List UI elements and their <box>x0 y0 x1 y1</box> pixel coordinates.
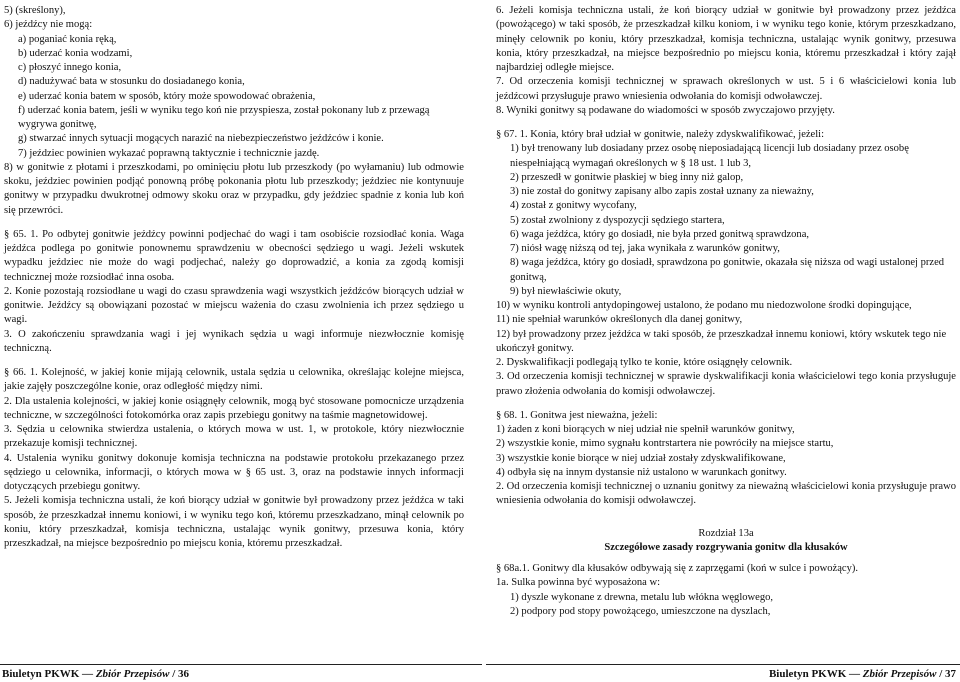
list-item: 12) był prowadzony przez jeźdźca w taki sposób, że przeszkadzał innemu koniowi, który wskutek tego nie ukończył gonitwy. <box>496 328 947 354</box>
chapter-number: Rozdział 13a <box>698 527 754 539</box>
footer-italic: Zbiór Przepisów <box>862 668 937 680</box>
list-item: 3) nie został do gonitwy zapisany albo zapis został uznany za nieważny, <box>510 186 814 197</box>
list-item: 2) wszystkie konie, mimo sygnału kontrstartera nie powróciły na miejsce startu, <box>496 438 834 450</box>
footer-italic: Zbiór Przepisów <box>95 668 170 680</box>
list-item: e) uderzać konia batem w sposób, który może spowodować obrażenia, <box>18 90 316 102</box>
paragraph-68a-1a: 1a. Sulka powinna być wyposażona w: <box>496 577 661 589</box>
page-footer-left <box>0 664 482 680</box>
paragraph-67-1: § 67. 1. Konia, który brał udział w gonitwie, należy zdyskwalifikować, jeżeli: <box>496 129 825 140</box>
paragraph-68-2: 2. Od orzeczenia komisji technicznej o uznaniu gonitwy za nieważną właścicielowi konia przysługuje prawo wniesienia odwołania do komisji odwoławczej. <box>496 481 956 507</box>
paragraph-66-2: 2. Dla ustalenia kolejności, w jakiej konie osiągnęły celownik, mogą być stosowane pomocnicze urządzenia techniczne, w szczególności fotokomórka oraz zapis przebiegu gonitwy na taśmie magnetowidowej. <box>4 395 464 421</box>
chapter-title: Szczegółowe zasady rozgrywania gonitw dla kłusaków <box>604 541 848 553</box>
list-item: 2) przeszedł w gonitwie płaskiej w bieg inny niż galop, <box>510 171 744 183</box>
list-item: f) uderzać konia batem, jeśli w wyniku tego koń nie przyspiesza, został pokonany lub z przewagą wygrywa gonitwę, <box>18 104 430 130</box>
right-column <box>496 4 956 619</box>
list-item: 1) żaden z koni biorących w niej udział nie spełnił warunków gonitwy, <box>496 424 795 435</box>
paragraph-65-1: § 65. 1. Po odbytej gonitwie jeźdźcy powinni podjechać do wagi i tam osobiście rozsiodłać konia. Waga jeźdźca podlega po gonitwie ponownemu sprawdzeniu w obecności sędziego u wagi. Jeżeli wskutek wypadku jeździec nie może do wagi podjechać, należy go doprowadzić, a konia za zgodą komisji technicznej może rozsiodłać inna osoba. <box>4 228 464 283</box>
paragraph-66-3: 3. Sędzia u celownika stwierdza ustalenia, o których mowa w ust. 1, w protokole, który niezwłocznie przekazuje komisji technicznej. <box>4 424 464 450</box>
list-item: 8) w gonitwie z płotami i przeszkodami, po ominięciu płotu lub przeszkody (po wyłamaniu) lub odmowie skoku, jeździec powinien podjąć ponowną próbę pokonania płotu lub przeszkody; jeździec nie kontynuuje gonitwy w przypadku dwukrotnej odmowy skoku oraz w przypadku, gdy jeździec spadnie z konia lub koń się przewróci. <box>4 161 464 216</box>
list-item: c) płoszyć innego konia, <box>18 62 122 73</box>
list-item: 9) był niewłaściwie okuty, <box>510 285 622 297</box>
paragraph-67-3: 3. Od orzeczenia komisji technicznej w sprawie dyskwalifikacji konia właścicielowi tego konia przysługuje prawo złożenia odwołania do komisji odwoławczej. <box>496 371 956 397</box>
paragraph-66-5: 5. Jeżeli komisja techniczna ustali, że koń biorący udział w gonitwie był prowadzony przez jeźdźca w taki sposób, że przeszkadzał innemu koniowi, i w wyniku tego koń, któremu przeszkadzano, minął celownik po koniu, który przeszkadzał, komisja techniczna, ustalając wynik gonitwy, przesuwa konia, który przeszkadzał, na miejsce bezpośrednio po miejscu konia, któremu przeszkadzał. <box>4 495 464 549</box>
paragraph-66-7: 7. Od orzeczenia komisji technicznej w sprawach określonych w ust. 5 i 6 właścicielowi konia lub jeźdźcowi przysługuje prawo wniesienia odwołania do komisji odwoławczej. <box>496 76 956 102</box>
list-item: 7) jeździec powinien wykazać poprawną taktycznie i technicznie jazdę. <box>18 147 320 159</box>
list-item: 2) podpory pod stopy powożącego, umieszczone na dyszlach, <box>510 605 771 617</box>
list-item: 4) został z gonitwy wycofany, <box>510 200 637 212</box>
paragraph-65-2: 2. Konie pozostają rozsiodłane u wagi do czasu sprawdzenia wagi wszystkich jeźdźców biorących udział w gonitwie. Jeźdźcy są obowiązani pozostać w miejscu ważenia do czasu zwolnienia ich przez sędziego u wagi. <box>4 285 464 326</box>
list-item: 5) został zwolniony z dyspozycji sędziego startera, <box>510 214 725 226</box>
list-item: 1) był trenowany lub dosiadany przez osobę nieposiadającą licencji lub dosiadany przez osobę niespełniającą wymagań określonych w § 18 ust. 1 lub 3, <box>510 143 909 169</box>
list-item: d) nadużywać bata w stosunku do dosiadanego konia, <box>18 76 245 88</box>
list-item: 10) w wyniku kontroli antydopingowej ustalono, że podano mu niedozwolone środki dopingujące, <box>496 300 912 311</box>
list-item: 11) nie spełniał warunków określonych dla danej gonitwy, <box>496 314 743 326</box>
list-item: 5) (skreślony), <box>4 5 66 16</box>
list-item: b) uderzać konia wodzami, <box>18 47 133 59</box>
page-number: / 37 <box>936 668 956 680</box>
list-item: 3) wszystkie konie biorące w niej udział zostały zdyskwalifikowane, <box>496 452 786 464</box>
paragraph-65-3: 3. O zakończeniu sprawdzania wagi i jej wynikach sędzia u wagi informuje niezwłocznie komisję techniczną. <box>4 328 464 354</box>
paragraph-68a-1: § 68a.1. Gonitwy dla kłusaków odbywają się z zaprzęgami (koń w sulce i powożący). <box>496 563 859 574</box>
list-item: 7) niósł wagę niższą od tej, jaka wynikała z warunków gonitwy, <box>510 243 780 254</box>
list-item: 8) waga jeźdźca, który go dosiadł, sprawdzona po gonitwie, okazała się niższa od wagi ustalonej przed gonitwą, <box>510 257 945 283</box>
paragraph-67-2: 2. Dyskwalifikacji podlegają tylko te konie, które osiągnęły celownik. <box>496 357 793 368</box>
page-number: / 36 <box>169 668 190 680</box>
list-item: 6) jeźdźcy nie mogą: <box>4 19 93 31</box>
left-column <box>4 4 464 551</box>
list-item: 6) waga jeźdźca, który go dosiadł, nie była przed gonitwą sprawdzona, <box>510 228 810 240</box>
paragraph-66-6: 6. Jeżeli komisja techniczna ustali, że koń biorący udział w gonitwie był prowadzony przez jeźdźca (powożącego) w taki sposób, że przeszkadzał kilku koniom, i w wyniku tego konie, którym przeszkadzano, minęły celownik po koniu, który przeszkadzał, komisja techniczna, ustalając wynik gonitwy, przesuwa konia, który przeszkadzał, na miejsce bezpośrednio po miejscu konia, któremu przeszkadzał i który zajął najbardziej odległe miejsce. <box>496 5 956 73</box>
list-item: g) stwarzać innych sytuacji mogących narazić na niebezpieczeństwo jeźdźców i konie. <box>18 133 384 145</box>
list-item: 4) odbyła się na innym dystansie niż ustalono w warunkach gonitwy. <box>496 466 787 478</box>
footer-text: Biuletyn PKWK — <box>2 668 96 680</box>
footer-text: Biuletyn PKWK — <box>768 668 863 680</box>
paragraph-68-1: § 68. 1. Gonitwa jest nieważna, jeżeli: <box>496 409 658 421</box>
paragraph-66-8: 8. Wyniki gonitwy są podawane do wiadomości w sposób zwyczajowo przyjęty. <box>496 104 835 116</box>
paragraph-66-1: § 66. 1. Kolejność, w jakiej konie mijają celownik, ustala sędzia u celownika, określając kolejne miejsca, jakie zajęły poszczególne konie, oraz odległość między nimi. <box>4 367 464 393</box>
page-footer-right <box>486 664 960 680</box>
list-item: 1) dyszle wykonane z drewna, metalu lub włókna węglowego, <box>510 591 774 603</box>
paragraph-66-4: 4. Ustalenia wyniku gonitwy dokonuje komisja techniczna na podstawie protokołu przekazanego przez sędziego u celownika, informacji, o których mowa w § 65 ust. 3, oraz na podstawie innych informacji dotyczących przebiegu gonitwy. <box>4 452 464 492</box>
list-item: a) poganiać konia ręką, <box>18 33 117 45</box>
